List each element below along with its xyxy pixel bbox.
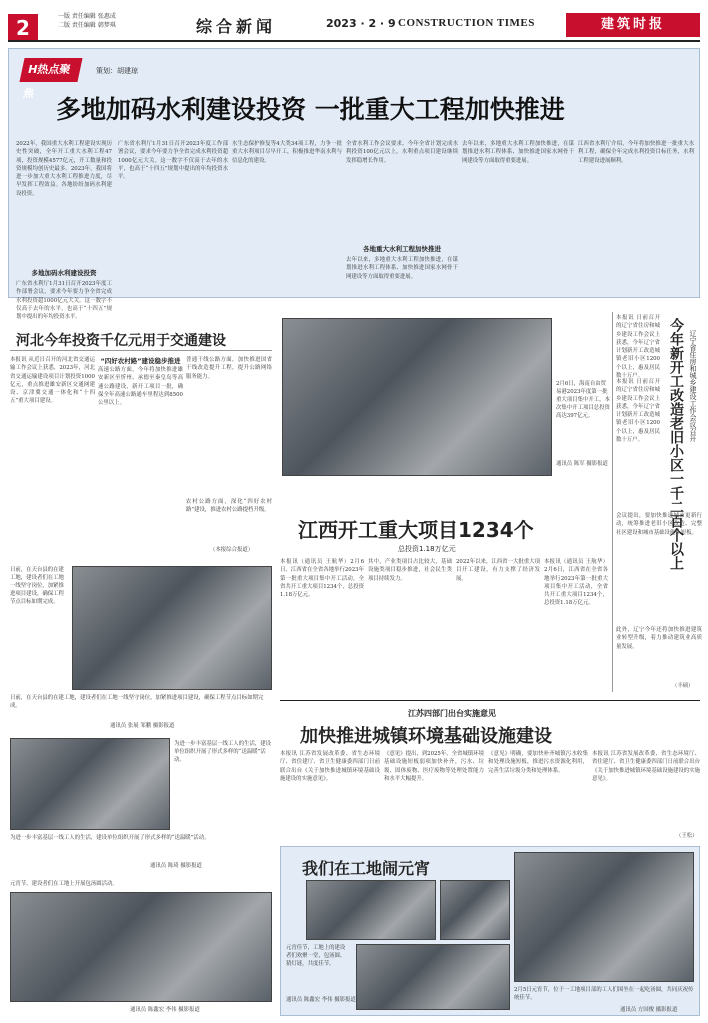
hot-text-3: 水生态保护修复等4大类34项工程，力争一批重大水利项目尽早开工，积极推进华南水利与信息化的建设。 — [232, 141, 342, 164]
yuanxiao-headline: 我们在工地闹元宵 — [302, 859, 431, 878]
jiangsu-text-2: 《意见》提出，到2025年，全省城镇环境基础设施短板弱项加快补齐，污水、垃圾、固体废物、医疗废物等处理处置能力和水平大幅提升。 — [384, 751, 484, 782]
jiangxi-headline: 江西开工重大项目1234个 — [298, 518, 534, 542]
photo-story2-caption-long: 为进一步丰富基层一线工人的生活，建设单位组织开展了形式多样的“送温暖”活动。 — [10, 835, 210, 841]
page-number: 2 — [8, 14, 38, 42]
jiangxi-text-1: 本报讯（通讯员 王航华）2月6日，江西省在全省各地举行2023年第一批重大项目集中开工活动，全省共开工重大项目1234个，总投资1.18万亿元。 — [280, 559, 364, 599]
issue-date: 2023 · 2 · 9 — [326, 17, 396, 30]
hebei-text-3: 普通干线公路方面，加快推进国省干线改造提升工程，提升公路网络服务能力。 — [186, 357, 272, 380]
hot-text-5: 去年以来，多地重大水利工程加快推进，在谋划推进水利工程体系、加快推进国家水网骨干网建设等方面取得重要进展。 — [462, 141, 574, 164]
hebei-headline: 河北今年投资千亿元用于交通建设 — [16, 333, 226, 349]
jiangxi-photo-credit: 通讯员 陈军 摄影报道 — [556, 461, 608, 467]
liaoning-text-2: 会议提出，要加快推进城市更新行动，统筹推进老旧小区改造、完整社区建设和城市基础设施补短板。 — [616, 513, 702, 536]
hot-text-6: 江西省水利厅介绍，今年将加快推进一批重大水利工程，确保全年完成水利投资目标任务，水利工程建设进展顺利。 — [578, 141, 694, 164]
hot-subhead-2: 各地重大水利工程加快推进 — [363, 245, 441, 253]
jiangsu-rule — [280, 700, 700, 701]
liaoning-subhead: 辽宁省住房和城乡建设工作会议召开 — [689, 330, 697, 442]
section-title: 综合新闻 — [196, 17, 277, 36]
hebei-subhead: “四好农村路”建设稳步推进 — [100, 357, 181, 365]
hot-subhead-1: 多地加码水利建设投资 — [31, 269, 97, 277]
yuanxiao-photo-4 — [356, 944, 510, 1010]
bottom-left-credit: 通讯员 陈鑫宏 李伟 摄影报道 — [130, 1007, 200, 1013]
photo-story2-caption: 为进一步丰富基层一线工人的生活，建设单位组织开展了形式多样的“送温暖”活动。 — [174, 741, 272, 763]
liaoning-headline: 今年新开工改造老旧小区一千二百个以上 — [668, 318, 684, 570]
yuanxiao-photo-1 — [306, 880, 436, 940]
editor-credits — [58, 12, 116, 30]
hot-text-2: 广东省水利厅1月31日召开2023年度工作部署会议，要求今年要力争全省完成水利投资超1000亿元大关。这一数字不仅高于去年的水平，也高于“十四五”规划中提出的年均投资水平。 — [118, 141, 228, 181]
photo-story-image — [72, 566, 272, 690]
liaoning-credit: （丰硕） — [672, 683, 694, 689]
yuanxiao-credit-right: 通讯员 方国俊 摄影报道 — [620, 1007, 678, 1013]
header-rule — [8, 40, 700, 42]
photo-story-caption: 日前，在天台县的在建工地，建设者们在工地一线坚守岗位，加紧推进项目建设，确保工程节点目标如期完成。 — [10, 567, 64, 605]
liaoning-text-1: 本报讯 日前召开的辽宁省住房和城乡建设工作会议上获悉，今年辽宁省计划新开工改造城镇老旧小区1200个以上，惠及居民数十万户。 — [616, 379, 660, 444]
jiangxi-text-2: 其中，产业类项目占比较大，基础设施类项目稳步推进，社会民生类项目持续发力。 — [368, 559, 452, 582]
hebei-text-1: 本报讯 从近日召开的河北省交通运输工作会议上获悉，2023年，河北省交通运输建设项目计划投资1000亿元，重点推进雄安新区交通网建设、京津冀交通一体化和“十四五”重大项目建设。 — [10, 357, 95, 405]
photo-story2-credit: 通讯员 陈琦 摄影报道 — [150, 863, 202, 869]
hot-focus-tag: H热点聚焦 — [19, 58, 82, 82]
hebei-text-4: 农村公路方面，深化“四好农村路”建设，推进农村公路提档升级。 — [186, 499, 272, 514]
editor-line-1: 一版 责任编辑 张惠成 — [58, 13, 116, 20]
hot-focus-editor: 策划：胡建琼 — [96, 67, 138, 75]
yuanxiao-photo-2 — [440, 880, 510, 940]
liaoning-divider — [612, 312, 613, 692]
bottom-left-photo — [10, 892, 272, 1002]
paper-name-en: CONSTRUCTION TIMES — [398, 17, 535, 29]
jiangsu-text-3: 《意见》明确，要加快补齐城镇污水收集和处理设施短板，推进污水资源化利用，完善生活垃圾分类和处理体系。 — [488, 751, 588, 774]
hot-text-2b: 广东省水利厅1月31日召开2023年度工作部署会议，要求今年要力争全省完成水利投资超1000亿元大关。这一数字不仅高于去年的水平，也高于“十四五”规划中提出的年均投资水平。 — [16, 281, 112, 321]
jiangxi-subhead: 总投资1.18万亿元 — [398, 545, 456, 553]
jiangxi-photo-caption: 2月6日，海南自由贸易港2023年度第一批重大项目集中开工，本次集中开工项目总投资高达397亿元。 — [556, 381, 610, 419]
hot-focus-headline: 多地加码水利建设投资 一批重大工程加快推进 — [56, 95, 565, 124]
photo-story2-image — [10, 738, 170, 830]
jiangxi-photo — [282, 318, 552, 476]
liaoning-text-top: 本报讯 日前召开的辽宁省住房和城乡建设工作会议上获悉，今年辽宁省计划新开工改造城镇老旧小区1200个以上，惠及居民数十万户。 — [616, 315, 660, 380]
jiangsu-kicker: 江苏四部门出台实施意见 — [408, 709, 496, 718]
hebei-text-2: 高速公路方面，今年将加快推进雄安新区至忻州、承德至秦皇岛等高速公路建设，新开工项目一批，确保全年高速公路通车里程达到8500公里以上。 — [98, 367, 183, 407]
yuanxiao-caption-right: 2月5日元宵节，位于一工地项目部的工人们围坐在一起吃汤圆，共同庆祝传统佳节。 — [514, 987, 694, 1001]
jiangsu-text-1: 本报讯 江苏省发展改革委、省生态环境厅、省住建厅、省卫生健康委四部门日前联合出台《关于加快推进城镇环境基础设施建设的实施意见》。 — [280, 751, 380, 782]
photo-story-credit: 通讯员 张展 邹鹏 摄影报道 — [110, 723, 175, 729]
hebei-credit: （本报综合报道） — [210, 547, 254, 553]
hot-text-5b: 去年以来，多地重大水利工程加快推进，在谋划推进水利工程体系、加快推进国家水网骨干网建设等方面取得重要进展。 — [346, 257, 458, 280]
jiangxi-text-3: 2022年以来，江西省一大批重大项目开工建设，有力支撑了经济发展。 — [456, 559, 540, 582]
jiangsu-headline: 加快推进城镇环境基础设施建设 — [300, 726, 552, 747]
hebei-rule — [10, 350, 272, 351]
jiangxi-text-3b: 本报讯（通讯员 王航华）2月6日，江西省在全省各地举行2023年第一批重大项目集中开工活动，全省共开工重大项目1234个，总投资1.18万亿元。 — [544, 559, 608, 607]
yuanxiao-caption-left: 元宵佳节，工地上的建设者们欢聚一堂，包汤圆、猜灯谜，共度佳节。 — [286, 945, 346, 967]
photo-story-caption-long: 日前，在天台县的在建工地，建设者们在工地一线坚守岗位，加紧推进项目建设，确保工程节点目标如期完成。 — [10, 695, 264, 709]
editor-line-2: 二版 责任编辑 韩梦琪 — [58, 22, 116, 29]
jiangsu-text-4: 本报讯 江苏省发展改革委、省生态环境厅、省住建厅、省卫生健康委四部门日前联合出台《关于加快推进城镇环境基础设施建设的实施意见》。 — [592, 751, 700, 782]
masthead-logo: 建筑时报 — [566, 13, 700, 37]
liaoning-text-3: 此外，辽宁今年还将加快推进建筑业转型升级，着力推动建筑业高质量发展。 — [616, 627, 702, 650]
yuanxiao-photo-3 — [514, 852, 694, 982]
jiangsu-credit: （王松） — [676, 833, 698, 839]
yuanxiao-credit-left: 通讯员 陈鑫宏 李伟 摄影报道 — [286, 997, 356, 1003]
bottom-left-caption: 元宵节，建设者们在工地上开展包汤圆活动。 — [10, 881, 118, 887]
hot-text-4: 全省水利工作会议要求，今年全省计划完成水利投资100亿元以上，水利重点项目建设继续发挥稳增长作用。 — [346, 141, 458, 164]
hot-text-1: 2022年，我国重大水利工程建设实现历史性突破，全年开工重大水利工程47项，投资规模4577亿元，开工数量和投资规模均创历史最多。2023年，我国将进一步加大重大水利工程推进力度，尽早发挥工程效益。各地纷纷加码水利建设投资。 — [16, 141, 112, 197]
